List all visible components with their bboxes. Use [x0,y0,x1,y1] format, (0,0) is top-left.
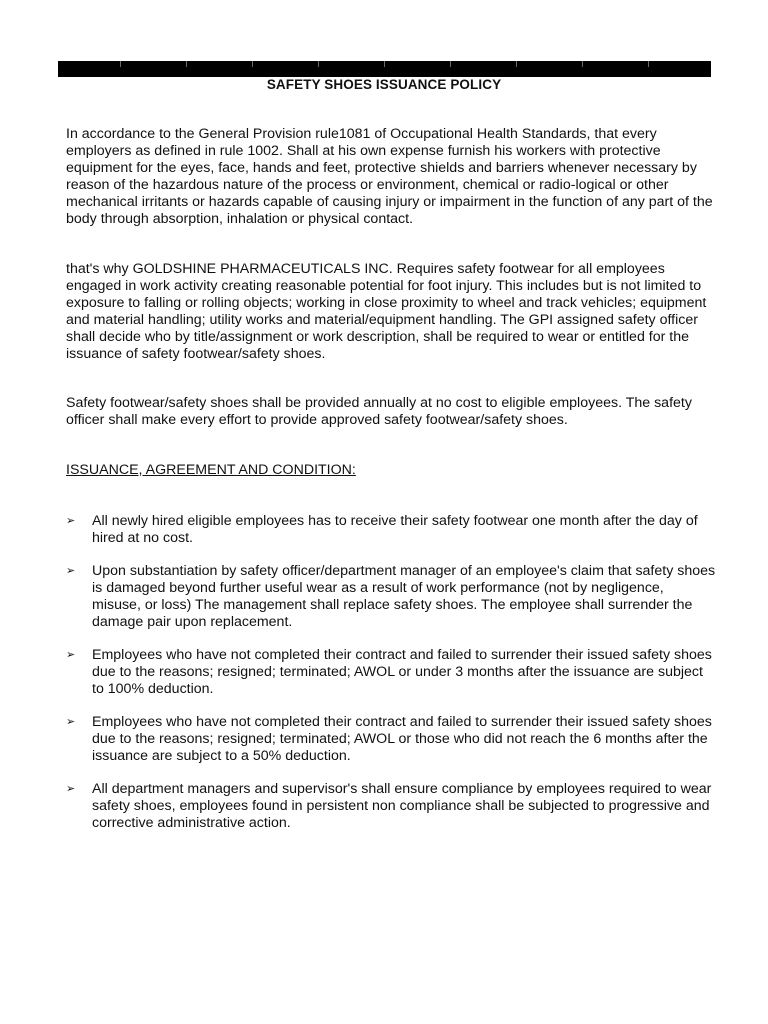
requirement-paragraph: that's why GOLDSHINE PHARMACEUTICALS INC. Requires safety footwear for all employees engaged in work activity creating reasonable potential for foot injury. This includes but is not limited to exposure to falling or rolling objects; working in close proximity to wheel and track vehicles; equipment and material handling; utility works and material/equipment handling. The GPI assigned safety officer shall decide who by title/assignment or work description, shall be required to wear or entitled for the issuance of safety footwear/safety shoes. [66,261,707,362]
arrow-bullet-icon: ➢ [66,565,76,577]
list-item-text: Employees who have not completed their contract and failed to surrender their issued safety shoes due to the reasons; resigned; terminated; AWOL or under 3 months after the issuance are subject to 100% deduction. [92,647,712,697]
list-item-text: All newly hired eligible employees has to receive their safety footwear one month after the day of hired at no cost. [92,513,698,546]
list-item [66,513,716,547]
list-item-text: Employees who have not completed their contract and failed to surrender their issued safety shoes due to the reasons; resigned; terminated; AWOL or those who did not reach the 6 months after the issuance are subject to a 50% deduction. [92,714,712,764]
header-bar-tick [120,61,121,67]
arrow-bullet-icon: ➢ [66,515,76,527]
section-heading: ISSUANCE, AGREEMENT AND CONDITION: [66,462,356,478]
header-bar [58,61,711,77]
header-bar-tick [582,61,583,67]
list-item [66,781,716,832]
arrow-bullet-icon: ➢ [66,783,76,795]
header-bar-tick [252,61,253,67]
header-bar-tick [450,61,451,67]
header-bar-tick [516,61,517,67]
header-bar-tick [318,61,319,67]
provision-paragraph: Safety footwear/safety shoes shall be provided annually at no cost to eligible employees. The safety officer shall make every effort to provide approved safety footwear/safety shoes. [66,395,692,428]
arrow-bullet-icon: ➢ [66,649,76,661]
list-item-text: Upon substantiation by safety officer/department manager of an employee's claim that safety shoes is damaged beyond further useful wear as a result of work performance (not by negligence, misuse, or loss) The management shall replace safety shoes. The employee shall surrender the damage pair upon replacement. [92,563,716,630]
header-bar-tick [384,61,385,67]
intro-paragraph: In accordance to the General Provision rule1081 of Occupational Health Standards, that every employers as defined in rule 1002. Shall at his own expense furnish his workers with protective equipment for the eyes, face, hands and feet, protective shields and barriers whenever necessary by reason of the hazardous nature of the process or environment, chemical or radio-logical or other mechanical irritants or hazards capable of causing injury or impairment in the function of any part of the body through absorption, inhalation or physical contact. [66,126,713,227]
list-item [66,714,716,765]
list-item [66,563,716,631]
list-item [66,647,716,698]
document-title: SAFETY SHOES ISSUANCE POLICY [266,77,502,92]
list-item-text: All department managers and supervisor's shall ensure compliance by employees required to wear safety shoes, employees found in persistent non compliance shall be subjected to progressive and corrective administrative action. [92,781,712,831]
arrow-bullet-icon: ➢ [66,716,76,728]
conditions-list [66,513,716,848]
header-bar-tick [186,61,187,67]
header-bar-tick [648,61,649,67]
